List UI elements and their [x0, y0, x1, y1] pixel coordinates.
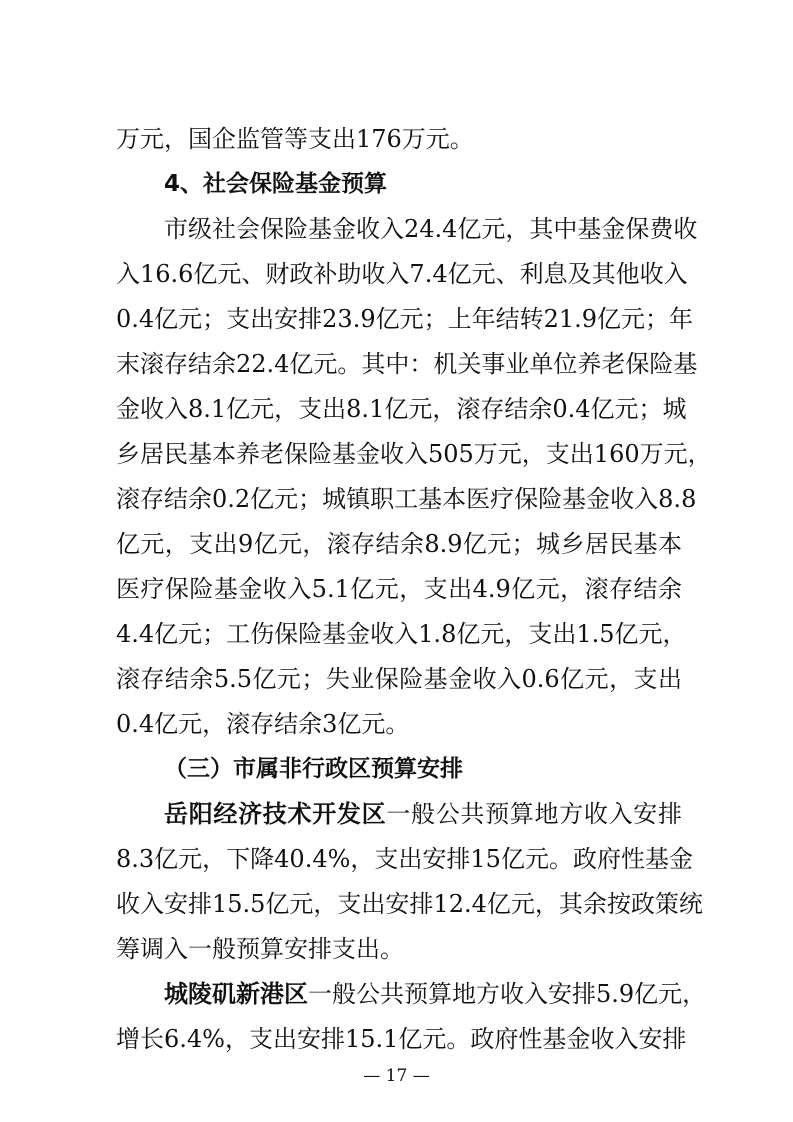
paragraph-line: 亿元，支出9亿元，滚存结余8.9亿元；城乡居民基本 [116, 530, 682, 558]
page-number: — 17 — [363, 1066, 430, 1086]
paragraph-line: 万元，国企监管等支出176万元。 [116, 125, 474, 153]
section-heading-social-insurance-fund: 4、社会保险基金预算 [164, 171, 388, 197]
paragraph-line: 滚存结余0.2亿元；城镇职工基本医疗保险基金收入8.8 [116, 485, 697, 513]
paragraph-line: 4.4亿元；工伤保险基金收入1.8亿元，支出1.5亿元， [116, 620, 687, 648]
district-name-economic-zone: 岳阳经济技术开发区 [164, 800, 387, 828]
paragraph-text: 一般公共预算地方收入安排 [386, 800, 683, 828]
paragraph-line-economic-zone [164, 793, 682, 835]
paragraph-line: 市级社会保险基金收入24.4亿元，其中基金保费收 [164, 215, 698, 243]
paragraph-line: 筹调入一般预算安排支出。 [116, 935, 404, 963]
paragraph-line: 增长6.4%，支出安排15.1亿元。政府性基金收入安排 [116, 1025, 687, 1053]
paragraph-line: 医疗保险基金收入5.1亿元，支出4.9亿元，滚存结余 [116, 575, 682, 603]
paragraph-line: 8.3亿元，下降40.4%，支出安排15亿元。政府性基金 [116, 845, 693, 873]
district-name-new-port: 城陵矶新港区 [164, 980, 308, 1008]
paragraph-line: 0.4亿元，滚存结余3亿元。 [116, 710, 410, 738]
paragraph-line: 滚存结余5.5亿元；失业保险基金收入0.6亿元，支出 [116, 665, 682, 693]
section-heading-non-administrative-districts: （三）市属非行政区预算安排 [164, 756, 463, 782]
paragraph-line: 末滚存结余22.4亿元。其中：机关事业单位养老保险基 [116, 350, 698, 378]
paragraph-line: 0.4亿元；支出安排23.9亿元；上年结转21.9亿元；年 [116, 305, 694, 333]
paragraph-line: 收入安排15.5亿元，支出安排12.4亿元，其余按政策统 [116, 890, 703, 918]
paragraph-line: 金收入8.1亿元，支出8.1亿元，滚存结余0.4亿元；城 [116, 395, 687, 423]
paragraph-line-new-port-district [164, 973, 707, 1015]
paragraph-line: 乡居民基本养老保险基金收入505万元，支出160万元， [116, 440, 712, 468]
paragraph-text: 一般公共预算地方收入安排5.9亿元， [308, 980, 707, 1008]
paragraph-line: 入16.6亿元、财政补助收入7.4亿元、利息及其他收入 [116, 260, 688, 288]
